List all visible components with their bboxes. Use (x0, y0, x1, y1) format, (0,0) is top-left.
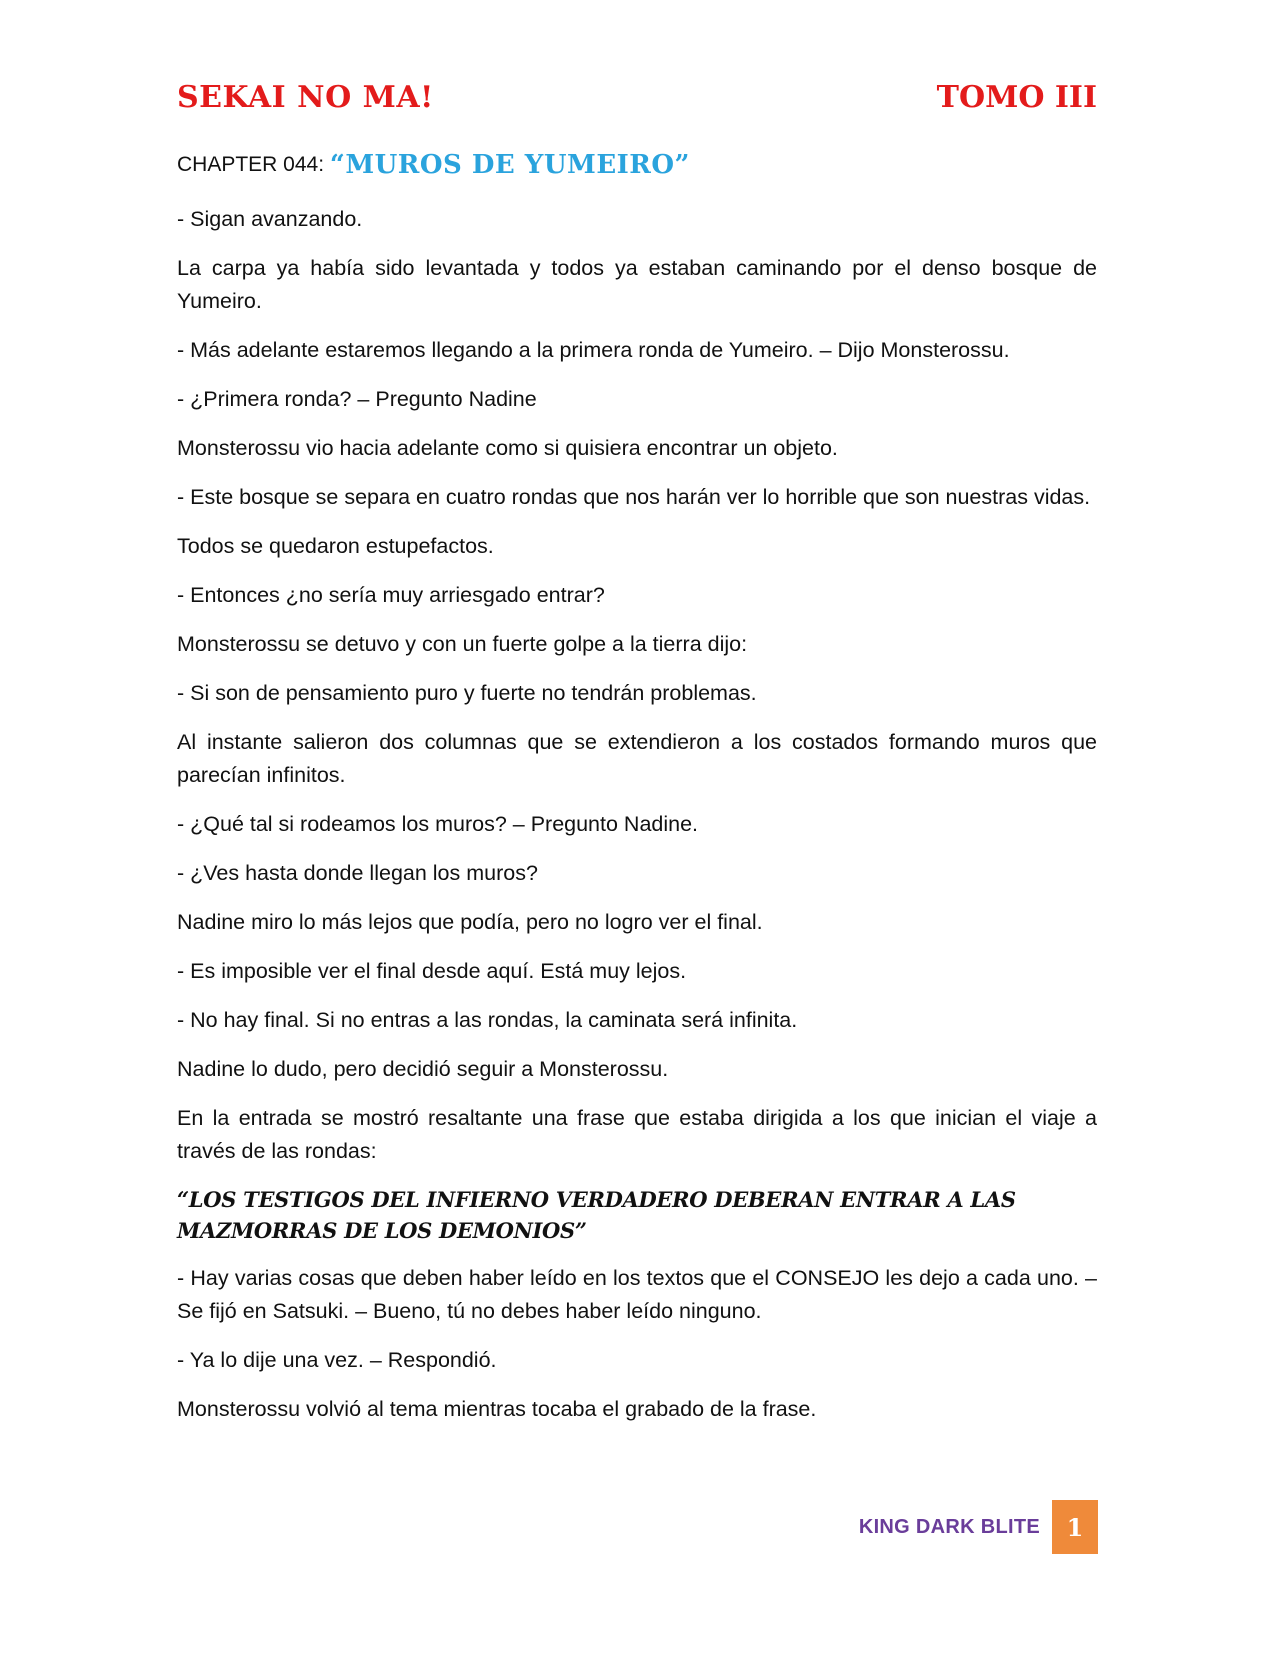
chapter-number: CHAPTER 044: (177, 153, 330, 176)
paragraph: - Sigan avanzando. (177, 207, 363, 231)
chapter-title: “MUROS DE YUMEIRO” (329, 150, 691, 180)
paragraph: Todos se quedaron estupefactos. (177, 534, 494, 558)
paragraph: - Es imposible ver el final desde aquí. Está muy lejos. (177, 959, 687, 983)
paragraph: - ¿Qué tal si rodeamos los muros? – Pregunto Nadine. (177, 812, 699, 836)
paragraph: - ¿Primera ronda? – Pregunto Nadine (177, 387, 537, 411)
paragraph: Al instante salieron dos columnas que se extendieron a los costados formando muros que parecían infinitos. (177, 730, 1097, 787)
chapter-heading (177, 150, 1097, 180)
series-title: SEKAI NO MA! (177, 80, 434, 115)
paragraph: - ¿Ves hasta donde llegan los muros? (177, 861, 538, 885)
paragraph: Monsterossu se detuvo y con un fuerte golpe a la tierra dijo: (177, 632, 748, 656)
paragraph: Monsterossu vio hacia adelante como si quisiera encontrar un objeto. (177, 436, 838, 460)
paragraph: - Si son de pensamiento puro y fuerte no tendrán problemas. (177, 681, 757, 705)
page-footer (859, 1500, 1098, 1554)
page-number-badge: 1 (1052, 1500, 1098, 1554)
volume-label: TOMO III (936, 80, 1097, 115)
inscription-quote: “LOS TESTIGOS DEL INFIERNO VERDADERO DEBERAN ENTRAR A LAS MAZMORRAS DE LOS DEMONIOS” (177, 1187, 1016, 1243)
paragraph: - Entonces ¿no sería muy arriesgado entrar? (177, 583, 605, 607)
paragraph: - Hay varias cosas que deben haber leído en los textos que el CONSEJO les dejo a cada uno. – Se fijó en Satsuki. – Bueno, tú no debes haber leído ninguno. (177, 1266, 1097, 1323)
paragraph: - No hay final. Si no entras a las rondas, la caminata será infinita. (177, 1008, 798, 1032)
paragraph: - Más adelante estaremos llegando a la primera ronda de Yumeiro. – Dijo Monsterossu. (177, 338, 1010, 362)
paragraph: Nadine miro lo más lejos que podía, pero no logro ver el final. (177, 910, 763, 934)
paragraph: - Ya lo dije una vez. – Respondió. (177, 1348, 497, 1372)
paragraph: - Este bosque se separa en cuatro rondas que nos harán ver lo horrible que son nuestras vidas. (177, 485, 1091, 509)
paragraph: Monsterossu volvió al tema mientras tocaba el grabado de la frase. (177, 1397, 817, 1421)
paragraph: En la entrada se mostró resaltante una frase que estaba dirigida a los que inician el viaje a través de las rondas: (177, 1106, 1097, 1163)
paragraph: Nadine lo dudo, pero decidió seguir a Monsterossu. (177, 1057, 669, 1081)
paragraph: La carpa ya había sido levantada y todos ya estaban caminando por el denso bosque de Yumeiro. (177, 256, 1097, 313)
author-name: KING DARK BLITE (858, 1515, 1040, 1538)
chapter-body (177, 203, 1097, 1442)
page-header (177, 80, 1097, 120)
